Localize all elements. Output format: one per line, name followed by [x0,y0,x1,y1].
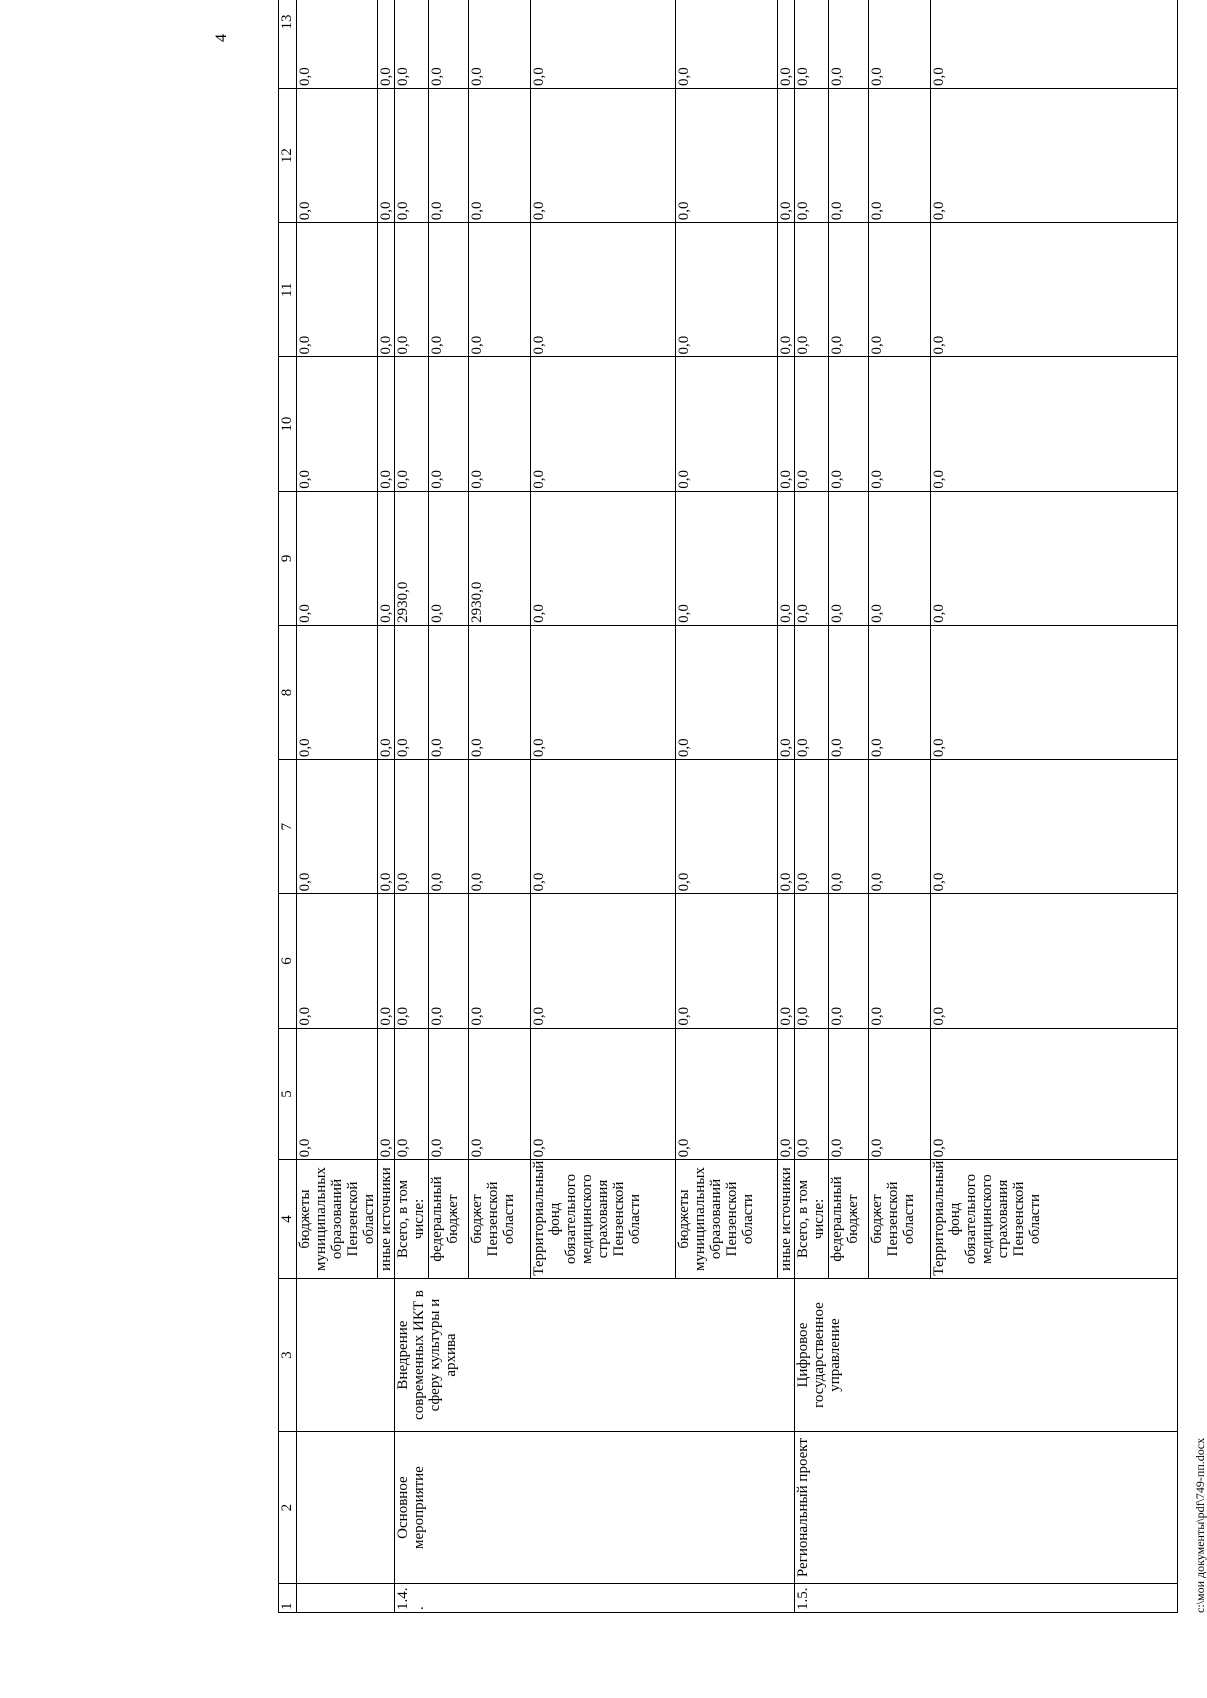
value-cell: 0,0 [378,223,395,357]
value-cell: 0,0 [869,1028,931,1160]
header-cell: 10 [279,357,297,491]
value-cell: 0,0 [378,0,395,89]
source-cell: иные источники [378,1160,395,1278]
value-cell: 0,0 [469,760,531,894]
value-cell: 0,0 [829,89,869,223]
source-cell: Всего, в том числе: [395,1160,429,1278]
source-cell: федеральный бюджет [829,1160,869,1278]
source-cell: иные источники [778,1160,795,1278]
value-cell: 0,0 [778,625,795,759]
value-cell: 0,0 [395,760,429,894]
header-cell: 5 [279,1028,297,1160]
value-cell: 0,0 [395,89,429,223]
value-cell: 0,0 [676,491,778,625]
value-cell: 0,0 [931,1028,1178,1160]
header-cell: 6 [279,894,297,1028]
header-cell: 9 [279,491,297,625]
value-cell: 0,0 [795,625,829,759]
value-cell: 0,0 [378,1028,395,1160]
value-cell: 0,0 [778,1028,795,1160]
value-cell: 0,0 [829,357,869,491]
source-cell: федеральный бюджет [429,1160,469,1278]
value-cell: 0,0 [778,894,795,1028]
value-cell: 0,0 [676,0,778,89]
source-cell: Территориальный фонд обязательного медицинского страхования Пензенской области [931,1160,1178,1278]
rotated-page [173,14,1207,1698]
value-cell: 0,0 [778,491,795,625]
table-row [297,0,378,1613]
value-cell: 0,0 [676,625,778,759]
value-cell: 0,0 [395,357,429,491]
value-cell: 0,0 [829,894,869,1028]
value-cell: 0,0 [378,625,395,759]
item-type-cell: Региональный проект [795,1432,1178,1583]
value-cell: 0,0 [297,491,378,625]
value-cell: 0,0 [469,625,531,759]
value-cell: 0,0 [869,491,931,625]
value-cell: 0,0 [869,357,931,491]
value-cell: 0,0 [795,760,829,894]
page-number: 4 [213,34,230,42]
value-cell: 0,0 [429,1028,469,1160]
header-cell: 11 [279,223,297,357]
row-number-cell: 1.4. . [395,1583,795,1612]
value-cell: 0,0 [931,760,1178,894]
value-cell: 0,0 [469,89,531,223]
value-cell: 0,0 [676,1028,778,1160]
source-cell: Территориальный фонд обязательного медицинского страхования Пензенской области [531,1160,676,1278]
value-cell: 0,0 [297,625,378,759]
value-cell: 0,0 [931,894,1178,1028]
value-cell: 0,0 [778,357,795,491]
row-number-cell [297,1583,395,1612]
value-cell: 0,0 [676,223,778,357]
value-cell: 0,0 [778,760,795,894]
value-cell: 0,0 [676,357,778,491]
value-cell: 0,0 [829,223,869,357]
source-cell: бюджет Пензенской области [869,1160,931,1278]
value-cell: 0,0 [395,625,429,759]
value-cell: 0,0 [395,1028,429,1160]
value-cell: 0,0 [469,357,531,491]
item-name-cell [297,1278,395,1432]
value-cell: 0,0 [531,89,676,223]
source-cell: Всего, в том числе: [795,1160,829,1278]
value-cell: 0,0 [531,0,676,89]
value-cell: 0,0 [795,89,829,223]
value-cell: 0,0 [829,760,869,894]
item-name-cell: Цифровое государственное управление [795,1278,1178,1432]
item-type-cell [297,1432,395,1583]
value-cell: 0,0 [531,357,676,491]
value-cell: 0,0 [297,223,378,357]
value-cell: 0,0 [531,625,676,759]
value-cell: 0,0 [869,760,931,894]
value-cell: 0,0 [429,894,469,1028]
value-cell: 0,0 [429,625,469,759]
value-cell: 0,0 [795,491,829,625]
value-cell: 0,0 [869,223,931,357]
value-cell: 0,0 [378,491,395,625]
value-cell: 0,0 [297,89,378,223]
footer-file-path: c:\мои документы\pdf\749-пп.docx [1193,1437,1207,1613]
header-cell: 8 [279,625,297,759]
value-cell: 0,0 [378,89,395,223]
header-cell: 2 [279,1432,297,1583]
value-cell: 0,0 [297,894,378,1028]
value-cell: 0,0 [429,223,469,357]
value-cell: 0,0 [795,357,829,491]
value-cell: 0,0 [531,760,676,894]
value-cell: 0,0 [297,0,378,89]
source-cell: бюджеты муниципальных образований Пензенской области [297,1160,378,1278]
header-cell: 12 [279,89,297,223]
header-cell: 13 [279,0,297,89]
value-cell: 0,0 [297,357,378,491]
value-cell: 0,0 [795,0,829,89]
value-cell: 0,0 [378,894,395,1028]
header-cell: 3 [279,1278,297,1432]
value-cell: 0,0 [378,357,395,491]
value-cell: 0,0 [869,625,931,759]
value-cell: 0,0 [395,0,429,89]
header-cell: 4 [279,1160,297,1278]
value-cell: 0,0 [469,894,531,1028]
value-cell: 0,0 [795,894,829,1028]
source-cell: бюджеты муниципальных образований Пензенской области [676,1160,778,1278]
table-row [795,0,829,1613]
source-cell: бюджет Пензенской области [469,1160,531,1278]
value-cell: 0,0 [931,223,1178,357]
value-cell: 0,0 [297,760,378,894]
value-cell: 0,0 [378,760,395,894]
value-cell: 0,0 [429,357,469,491]
value-cell: 2930,0 [469,491,531,625]
item-name-cell: Внедрение современных ИКТ в сферу культуры и архива [395,1278,795,1432]
header-cell: 7 [279,760,297,894]
header-row [279,0,297,1613]
value-cell: 0,0 [676,89,778,223]
value-cell: 0,0 [931,89,1178,223]
value-cell: 0,0 [531,894,676,1028]
value-cell: 0,0 [829,491,869,625]
value-cell: 0,0 [931,357,1178,491]
value-cell: 0,0 [429,760,469,894]
value-cell: 0,0 [931,491,1178,625]
row-number-cell: 1.5. [795,1583,1178,1612]
value-cell: 0,0 [429,491,469,625]
value-cell: 0,0 [869,0,931,89]
value-cell: 0,0 [931,625,1178,759]
value-cell: 0,0 [795,1028,829,1160]
table-row [395,0,429,1613]
value-cell: 0,0 [869,89,931,223]
value-cell: 0,0 [297,1028,378,1160]
value-cell: 0,0 [395,223,429,357]
value-cell: 0,0 [469,1028,531,1160]
value-cell: 0,0 [829,1028,869,1160]
value-cell: 0,0 [778,89,795,223]
item-type-cell: Основное мероприятие [395,1432,795,1583]
value-cell: 0,0 [429,89,469,223]
value-cell: 0,0 [531,491,676,625]
value-cell: 0,0 [531,223,676,357]
budget-table [278,0,1178,1613]
value-cell: 0,0 [531,1028,676,1160]
value-cell: 0,0 [429,0,469,89]
value-cell: 0,0 [395,894,429,1028]
value-cell: 0,0 [869,894,931,1028]
value-cell: 0,0 [676,760,778,894]
value-cell: 0,0 [469,0,531,89]
value-cell: 0,0 [778,0,795,89]
header-cell: 1 [279,1583,297,1612]
value-cell: 0,0 [676,894,778,1028]
value-cell: 0,0 [778,223,795,357]
value-cell: 0,0 [795,223,829,357]
value-cell: 0,0 [829,625,869,759]
value-cell: 0,0 [931,0,1178,89]
value-cell: 2930,0 [395,491,429,625]
value-cell: 0,0 [829,0,869,89]
value-cell: 0,0 [469,223,531,357]
